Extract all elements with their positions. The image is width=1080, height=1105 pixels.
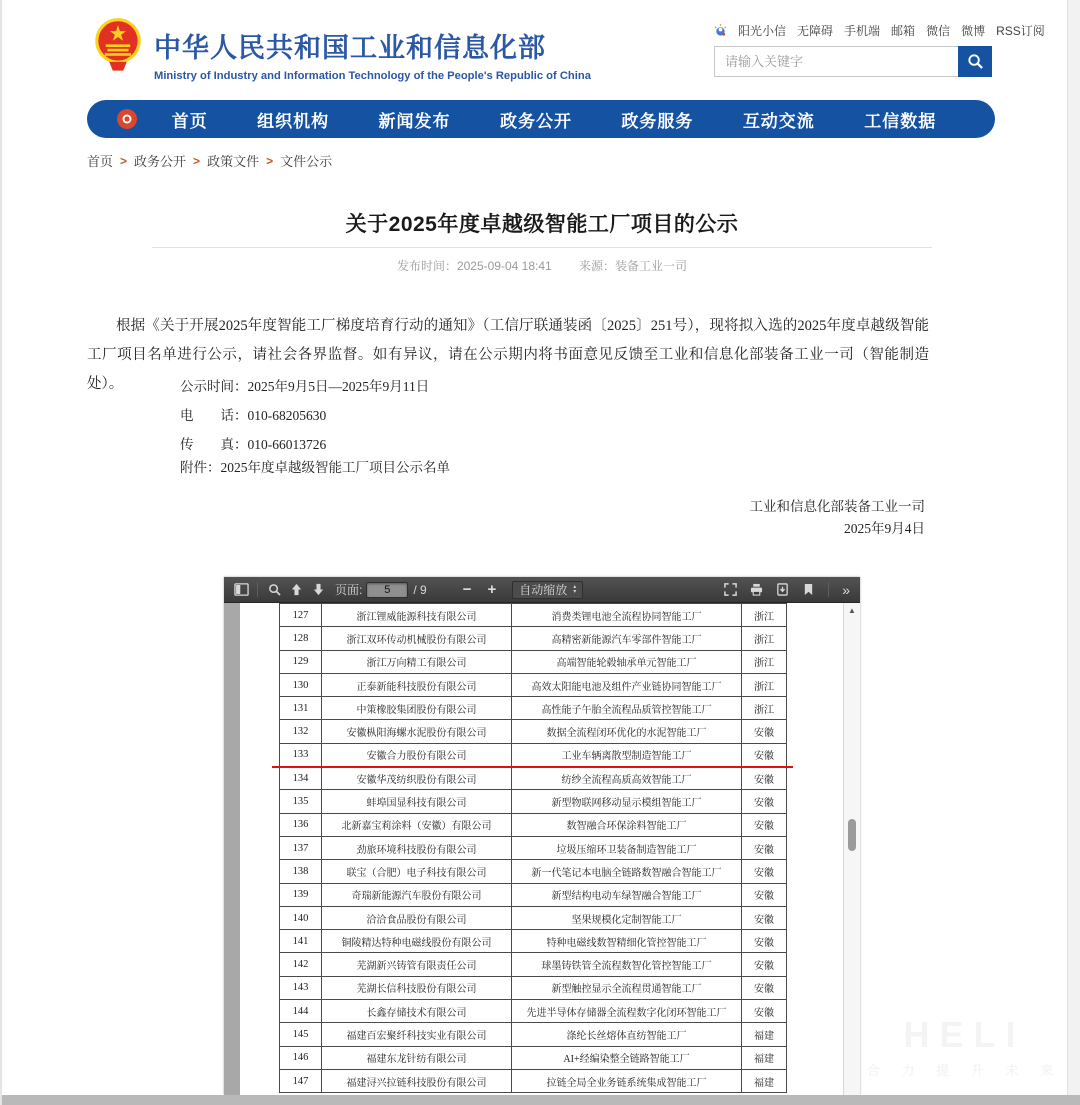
table-row (279, 604, 787, 627)
bookmark-icon[interactable] (797, 580, 819, 600)
nav-item[interactable]: 政务公开 (499, 111, 572, 131)
cell-company: 安徽枞阳海螺水泥股份有限公司 (322, 720, 512, 743)
site-search (714, 46, 992, 77)
cell-province: 浙江 (742, 627, 787, 650)
cell-company: 中策橡胶集团股份有限公司 (322, 697, 512, 720)
cell-province: 安徽 (742, 977, 787, 1000)
zoom-in-button[interactable]: + (487, 581, 497, 598)
cell-no: 134 (279, 767, 322, 790)
cell-project: 新型触控显示全流程贯通智能工厂 (512, 977, 742, 1000)
cell-project: 新型物联网移动显示模组智能工厂 (512, 790, 742, 813)
breadcrumb-separator: > (120, 153, 128, 168)
publish-time: 发布时间：2025-09-04 18:41 (396, 259, 552, 273)
cell-no: 128 (279, 627, 322, 650)
attachment-line[interactable]: 附件：2025年度卓越级智能工厂项目公示名单 (180, 460, 450, 475)
cell-province: 安徽 (742, 884, 787, 907)
table-row (279, 837, 787, 860)
cell-company: 福建东龙针纺有限公司 (322, 1047, 512, 1070)
cell-no: 129 (279, 651, 322, 674)
cell-no: 138 (279, 860, 322, 883)
quick-link[interactable]: RSS订阅 (996, 24, 1045, 38)
cell-project: 特种电磁线数智精细化管控智能工厂 (512, 930, 742, 953)
scroll-up-icon[interactable]: ▲ (848, 606, 856, 615)
info-line: 传 真：010-66013726 (180, 437, 327, 452)
cell-province: 安徽 (742, 907, 787, 930)
page-up-icon[interactable] (285, 580, 307, 600)
cell-company: 浙江双环传动机械股份有限公司 (322, 627, 512, 650)
cell-province: 福建 (742, 1070, 787, 1093)
cell-company: 浙江万向精工有限公司 (322, 651, 512, 674)
table-row (279, 907, 787, 930)
cell-project: AI+经编染整全链路智能工厂 (512, 1047, 742, 1070)
zoom-out-button[interactable]: − (462, 581, 472, 598)
cell-no: 135 (279, 790, 322, 813)
pdf-body (224, 603, 860, 1095)
spinner-icon: ▴ ▾ (573, 583, 577, 595)
table-row (279, 884, 787, 907)
cell-company: 福建百宏聚纤科技实业有限公司 (322, 1023, 512, 1046)
cell-province: 安徽 (742, 814, 787, 837)
cell-company: 蚌埠国显科技有限公司 (322, 790, 512, 813)
cell-no: 136 (279, 814, 322, 837)
nav-item[interactable]: 新闻发布 (378, 111, 451, 131)
nav-item[interactable]: 政务服务 (621, 111, 694, 131)
presentation-mode-icon[interactable] (719, 580, 741, 600)
site-title: 中华人民共和国工业和信息化部 (154, 33, 546, 63)
cell-no: 130 (279, 674, 322, 697)
cell-company: 北新嘉宝莉涂料（安徽）有限公司 (322, 814, 512, 837)
cell-no: 142 (279, 953, 322, 976)
cell-no: 133 (279, 744, 322, 767)
breadcrumb-item[interactable]: 政务公开 (134, 154, 187, 169)
toolbar-separator (828, 582, 829, 597)
breadcrumb-separator: > (193, 153, 201, 168)
cell-no: 144 (279, 1000, 322, 1023)
cell-province: 安徽 (742, 767, 787, 790)
page-total: / 9 (413, 582, 427, 597)
article-info-block (180, 377, 429, 464)
scrollbar-thumb[interactable] (848, 819, 856, 851)
article-paragraph: 根据《关于开展2025年度智能工厂梯度培育行动的通知》（工信厅联通装函〔2025〕251号），现将拟入选的2025年度卓越级智能工厂项目名单进行公示，请社会各界监督。如有异议，请在公示期内将书面意见反馈至工业和信息化部装备工业一司（智能制造处）。 (87, 318, 929, 392)
cell-project: 消费类锂电池全流程协同智能工厂 (512, 604, 742, 627)
cell-company: 福建浔兴拉链科技股份有限公司 (322, 1070, 512, 1093)
table-row (279, 860, 787, 883)
quick-link[interactable]: 微博 (961, 24, 986, 38)
search-button[interactable] (958, 46, 992, 77)
quick-link[interactable]: 邮箱 (891, 24, 916, 38)
cell-province: 浙江 (742, 604, 787, 627)
table-row (279, 627, 787, 650)
sidebar-toggle-icon[interactable] (230, 580, 252, 600)
cell-company: 长鑫存储技术有限公司 (322, 1000, 512, 1023)
article-title: 关于2025年度卓越级智能工厂项目的公示 (345, 213, 739, 236)
cell-no: 145 (279, 1023, 322, 1046)
cell-project: 先进半导体存储器全流程数字化闭环智能工厂 (512, 1000, 742, 1023)
main-nav (87, 100, 995, 138)
cell-company: 联宝（合肥）电子科技有限公司 (322, 860, 512, 883)
table-row (279, 744, 787, 767)
table-row (279, 1047, 787, 1070)
cell-project: 高效太阳能电池及组件产业链协同智能工厂 (512, 674, 742, 697)
cell-company: 劲旅环境科技股份有限公司 (322, 837, 512, 860)
cell-project: 工业车辆离散型制造智能工厂 (512, 744, 742, 767)
breadcrumb-item[interactable]: 政策文件 (207, 154, 260, 169)
find-icon[interactable] (263, 580, 285, 600)
table-row (279, 1070, 787, 1093)
cell-project: 球墨铸铁管全流程数智化管控智能工厂 (512, 953, 742, 976)
info-line: 公示时间：2025年9月5日—2025年9月11日 (180, 379, 430, 394)
cell-province: 安徽 (742, 860, 787, 883)
cell-province: 安徽 (742, 953, 787, 976)
table-row (279, 814, 787, 837)
footer-edge-bar (2, 1095, 1080, 1105)
search-icon (967, 53, 984, 70)
breadcrumb-separator: > (266, 153, 274, 168)
breadcrumb (87, 151, 339, 170)
table-row (279, 977, 787, 1000)
quick-link[interactable]: 阳光小信 (738, 24, 787, 38)
table-row (279, 1000, 787, 1023)
cell-province: 安徽 (742, 930, 787, 953)
national-emblem-logo (90, 16, 146, 78)
title-divider (152, 247, 932, 248)
cell-no: 147 (279, 1070, 322, 1093)
cell-province: 安徽 (742, 790, 787, 813)
article-meta (2, 257, 1080, 274)
cell-company: 正泰新能科技股份有限公司 (322, 674, 512, 697)
search-input[interactable] (714, 46, 958, 77)
nav-item[interactable]: 组织机构 (257, 111, 330, 131)
quick-links (714, 22, 1045, 39)
nav-item[interactable]: 工信数据 (864, 111, 937, 131)
pdf-scrollbar[interactable] (843, 603, 860, 1095)
pdf-viewer (224, 577, 860, 1095)
nav-item[interactable]: 互动交流 (742, 111, 815, 131)
heli-watermark (867, 1014, 1062, 1079)
cell-company: 洽洽食品股份有限公司 (322, 907, 512, 930)
watermark-slogan: 合 力 提 升 未 来 (866, 1063, 1062, 1078)
quick-link[interactable]: 微信 (926, 24, 951, 38)
pdf-page (240, 603, 843, 1095)
cell-company: 芜湖长信科技股份有限公司 (322, 977, 512, 1000)
cell-no: 127 (279, 604, 322, 627)
more-tools-icon[interactable]: » (842, 581, 850, 598)
info-line: 电 话：010-68205630 (180, 408, 327, 423)
cell-no: 137 (279, 837, 322, 860)
cell-province: 安徽 (742, 744, 787, 767)
site-subtitle: Ministry of Industry and Information Technology of the People's Republic of China (154, 70, 591, 82)
table-row (279, 697, 787, 720)
signature-date: 2025年9月4日 (844, 521, 925, 536)
zoom-mode-select[interactable] (512, 581, 583, 599)
table-row (279, 930, 787, 953)
breadcrumb-item[interactable]: 文件公示 (280, 154, 333, 169)
nav-items (147, 107, 961, 132)
cell-project: 垃圾压缩环卫装备制造智能工厂 (512, 837, 742, 860)
pdf-page-gutter (224, 603, 240, 1095)
table-row (279, 720, 787, 743)
cell-project: 数据全流程闭环优化的水泥智能工厂 (512, 720, 742, 743)
signature-department: 工业和信息化部装备工业一司 (749, 499, 925, 514)
cell-province: 安徽 (742, 1000, 787, 1023)
cell-no: 139 (279, 884, 322, 907)
cell-province: 安徽 (742, 837, 787, 860)
project-table (279, 603, 787, 1093)
cell-company: 安徽合力股份有限公司 (322, 744, 512, 767)
cell-project: 数智融合环保涂料智能工厂 (512, 814, 742, 837)
cell-project: 新型结构电动车绿智融合智能工厂 (512, 884, 742, 907)
cell-no: 141 (279, 930, 322, 953)
quick-link[interactable]: 手机端 (844, 24, 881, 38)
cell-company: 芜湖新兴铸管有限责任公司 (322, 953, 512, 976)
cell-project: 涤纶长丝熔体直纺智能工厂 (512, 1023, 742, 1046)
cell-project: 新一代笔记本电脑全链路数智融合智能工厂 (512, 860, 742, 883)
table-row (279, 953, 787, 976)
cell-province: 福建 (742, 1047, 787, 1070)
article-signature-block (750, 496, 926, 540)
cell-project: 高端智能轮毂轴承单元智能工厂 (512, 651, 742, 674)
cell-project: 高性能子午胎全流程品质管控智能工厂 (512, 697, 742, 720)
print-icon[interactable] (745, 580, 767, 600)
table-row (279, 651, 787, 674)
miit-swirl-icon (115, 107, 139, 131)
zoom-mode-label: 自动缩放 (519, 583, 568, 597)
cell-no: 146 (279, 1047, 322, 1070)
cell-no: 143 (279, 977, 322, 1000)
site-header (2, 0, 1080, 96)
cell-province: 浙江 (742, 697, 787, 720)
cell-company: 安徽华茂纺织股份有限公司 (322, 767, 512, 790)
sunshine-mascot-icon (714, 24, 727, 37)
cell-company: 浙江锂威能源科技有限公司 (322, 604, 512, 627)
toolbar-separator (257, 582, 258, 597)
cell-project: 坚果规模化定制智能工厂 (512, 907, 742, 930)
cell-project: 高精密新能源汽车零部件智能工厂 (512, 627, 742, 650)
table-row (279, 1023, 787, 1046)
download-icon[interactable] (771, 580, 793, 600)
cell-company: 铜陵精达特种电磁线股份有限公司 (322, 930, 512, 953)
table-row (279, 674, 787, 697)
cell-project: 拉链全局全业务链系统集成智能工厂 (512, 1070, 742, 1093)
table-row (279, 767, 787, 790)
nav-item[interactable]: 首页 (171, 111, 208, 131)
table-row (279, 790, 787, 813)
cell-no: 140 (279, 907, 322, 930)
breadcrumb-item[interactable]: 首页 (87, 154, 114, 169)
cell-project: 纺纱全流程高质高效智能工厂 (512, 767, 742, 790)
cell-province: 安徽 (742, 720, 787, 743)
watermark-brand: HELI (903, 1014, 1026, 1055)
cell-company: 奇瑞新能源汽车股份有限公司 (322, 884, 512, 907)
browser-scrollbar-track[interactable] (1067, 0, 1080, 1105)
pdf-toolbar (224, 577, 860, 603)
cell-no: 132 (279, 720, 322, 743)
cell-province: 浙江 (742, 651, 787, 674)
page-number-input[interactable] (366, 582, 408, 598)
cell-province: 浙江 (742, 674, 787, 697)
article-source: 来源：装备工业一司 (579, 259, 688, 273)
cell-province: 福建 (742, 1023, 787, 1046)
cell-no: 131 (279, 697, 322, 720)
page-label: 页面: (335, 583, 363, 597)
quick-link[interactable]: 无障碍 (797, 24, 834, 38)
page-down-icon[interactable] (307, 580, 329, 600)
